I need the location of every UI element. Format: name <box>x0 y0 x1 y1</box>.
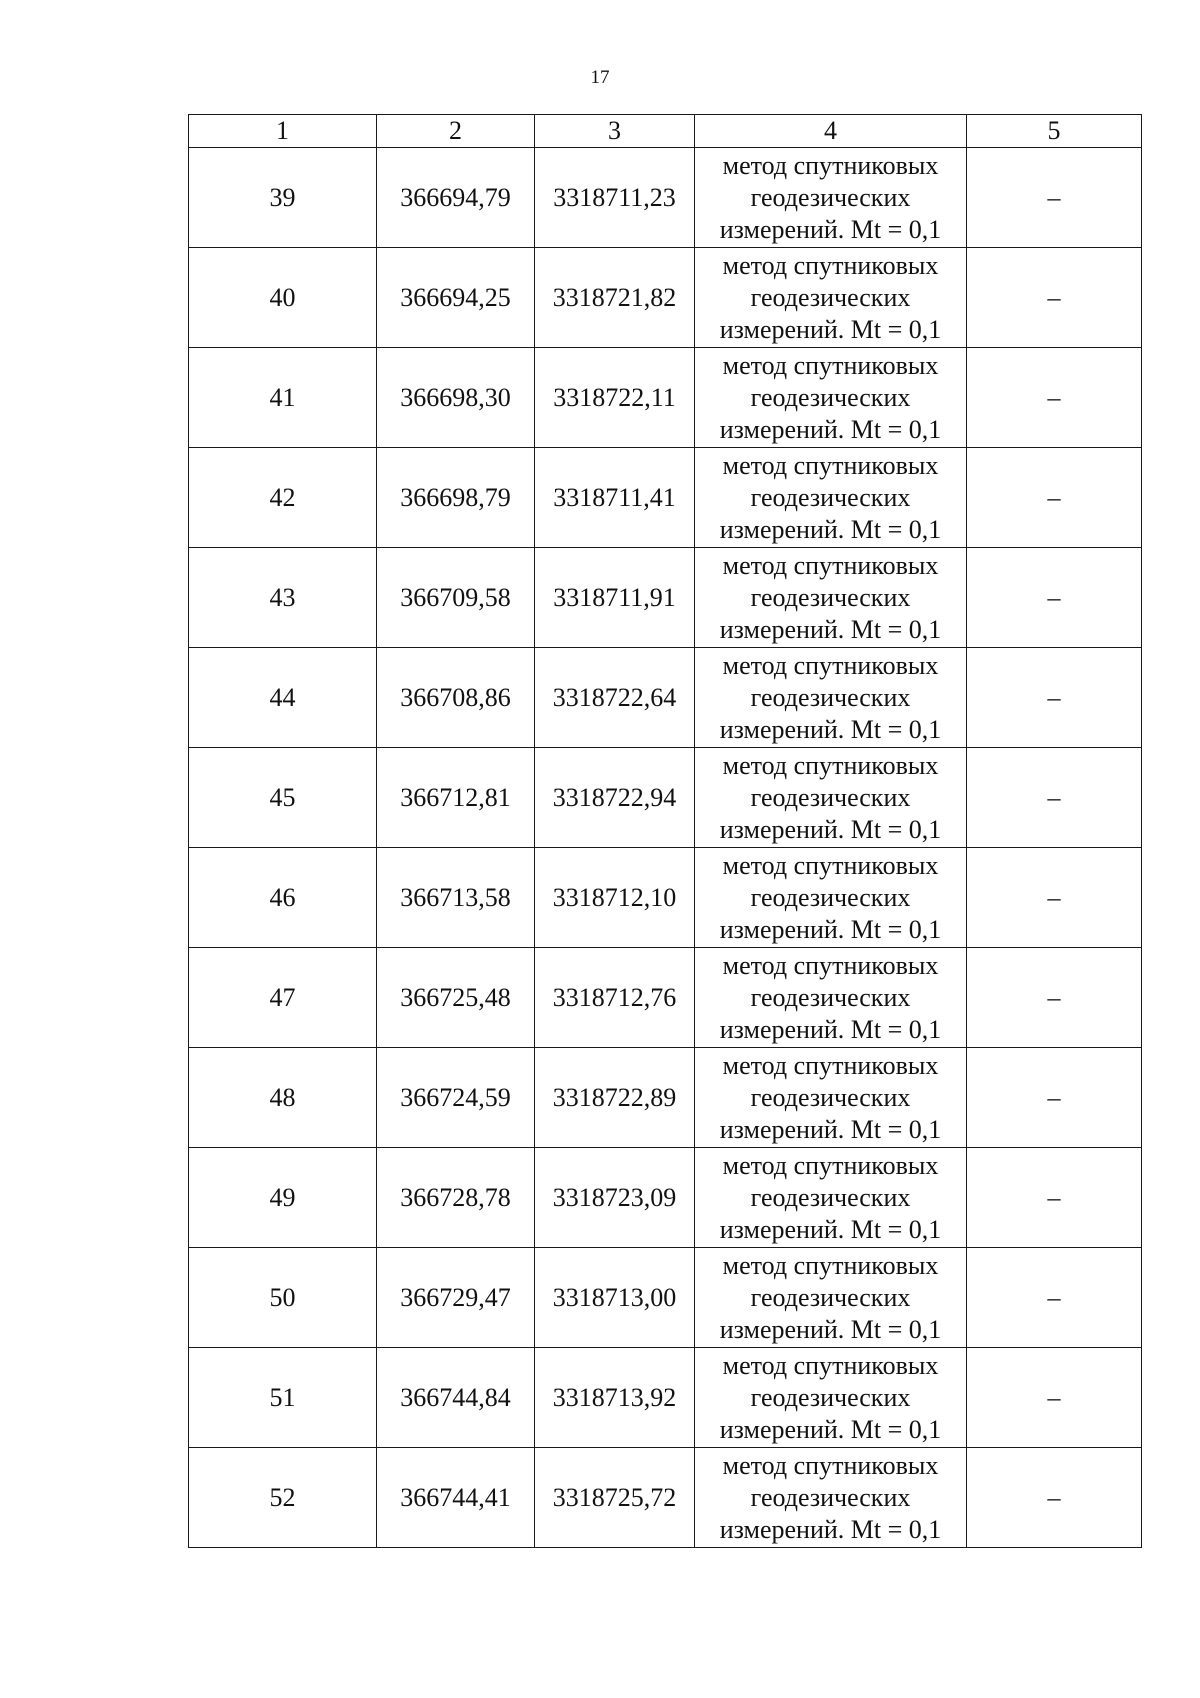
note-cell: – <box>967 1148 1142 1248</box>
method-text-line: метод спутниковых <box>722 650 939 680</box>
point-number-cell: 46 <box>189 848 377 948</box>
coordinate-y-cell: 3318713,92 <box>535 1348 695 1448</box>
point-number-cell: 52 <box>189 1448 377 1548</box>
method-text-line: метод спутниковых <box>722 1150 939 1180</box>
coordinate-x-cell: 366744,41 <box>377 1448 535 1548</box>
method-cell <box>695 148 967 248</box>
table-row <box>189 448 1142 548</box>
point-number-cell: 40 <box>189 248 377 348</box>
coordinate-x-cell: 366709,58 <box>377 548 535 648</box>
method-text-line: метод спутниковых <box>722 750 939 780</box>
table-row <box>189 1448 1142 1548</box>
note-cell: – <box>967 448 1142 548</box>
note-cell: – <box>967 548 1142 648</box>
coordinate-x-cell: 366708,86 <box>377 648 535 748</box>
coordinate-y-cell: 3318711,23 <box>535 148 695 248</box>
point-number-cell: 45 <box>189 748 377 848</box>
point-number-cell: 44 <box>189 648 377 748</box>
note-cell: – <box>967 348 1142 448</box>
method-cell <box>695 748 967 848</box>
method-cell <box>695 948 967 1048</box>
method-text-line: геодезических <box>750 882 911 912</box>
coordinate-y-cell: 3318722,94 <box>535 748 695 848</box>
method-text-line: метод спутниковых <box>722 1050 939 1080</box>
method-text-line: измерений. Mt = 0,1 <box>719 714 942 744</box>
method-text-line: измерений. Mt = 0,1 <box>719 1314 942 1344</box>
note-cell: – <box>967 648 1142 748</box>
method-text-line: геодезических <box>750 982 911 1012</box>
method-text-line: измерений. Mt = 0,1 <box>719 1214 942 1244</box>
coordinate-x-cell: 366694,79 <box>377 148 535 248</box>
method-text-line: метод спутниковых <box>722 150 939 180</box>
column-header-3: 3 <box>535 115 695 148</box>
table-row <box>189 648 1142 748</box>
method-text-line: измерений. Mt = 0,1 <box>719 1014 942 1044</box>
table-row <box>189 748 1142 848</box>
note-cell: – <box>967 1448 1142 1548</box>
table-row <box>189 948 1142 1048</box>
method-text-line: измерений. Mt = 0,1 <box>719 1114 942 1144</box>
table-row <box>189 848 1142 948</box>
table-row <box>189 1248 1142 1348</box>
note-cell: – <box>967 1048 1142 1148</box>
point-number-cell: 49 <box>189 1148 377 1248</box>
coordinate-x-cell: 366698,79 <box>377 448 535 548</box>
table-header-row <box>189 115 1142 148</box>
coordinate-y-cell: 3318711,91 <box>535 548 695 648</box>
method-text-line: измерений. Mt = 0,1 <box>719 614 942 644</box>
column-header-1: 1 <box>189 115 377 148</box>
method-cell <box>695 548 967 648</box>
table-row <box>189 248 1142 348</box>
coordinate-x-cell: 366712,81 <box>377 748 535 848</box>
method-text-line: геодезических <box>750 1482 911 1512</box>
method-text-line: геодезических <box>750 582 911 612</box>
table-body <box>189 148 1142 1548</box>
method-text-line: измерений. Mt = 0,1 <box>719 514 942 544</box>
method-text-line: измерений. Mt = 0,1 <box>719 1414 942 1444</box>
coordinates-table <box>188 114 1142 1548</box>
method-cell <box>695 348 967 448</box>
method-cell <box>695 648 967 748</box>
note-cell: – <box>967 848 1142 948</box>
coordinate-x-cell: 366698,30 <box>377 348 535 448</box>
method-text-line: метод спутниковых <box>722 1250 939 1280</box>
method-text-line: геодезических <box>750 282 911 312</box>
table-row <box>189 1048 1142 1148</box>
coordinate-y-cell: 3318722,64 <box>535 648 695 748</box>
method-cell <box>695 448 967 548</box>
method-text-line: измерений. Mt = 0,1 <box>719 914 942 944</box>
point-number-cell: 48 <box>189 1048 377 1148</box>
coordinate-x-cell: 366725,48 <box>377 948 535 1048</box>
coordinate-y-cell: 3318711,41 <box>535 448 695 548</box>
column-header-2: 2 <box>377 115 535 148</box>
method-text-line: измерений. Mt = 0,1 <box>719 314 942 344</box>
point-number-cell: 42 <box>189 448 377 548</box>
coordinate-x-cell: 366744,84 <box>377 1348 535 1448</box>
method-text-line: геодезических <box>750 482 911 512</box>
column-header-4: 4 <box>695 115 967 148</box>
method-text-line: геодезических <box>750 1082 911 1112</box>
method-text-line: метод спутниковых <box>722 550 939 580</box>
point-number-cell: 51 <box>189 1348 377 1448</box>
table-row <box>189 1148 1142 1248</box>
coordinate-x-cell: 366729,47 <box>377 1248 535 1348</box>
page-number: 17 <box>590 67 610 88</box>
coordinate-x-cell: 366728,78 <box>377 1148 535 1248</box>
method-text-line: геодезических <box>750 1282 911 1312</box>
method-text-line: измерений. Mt = 0,1 <box>719 814 942 844</box>
method-text-line: метод спутниковых <box>722 850 939 880</box>
note-cell: – <box>967 148 1142 248</box>
coordinate-x-cell: 366724,59 <box>377 1048 535 1148</box>
method-text-line: геодезических <box>750 1382 911 1412</box>
coordinate-y-cell: 3318722,89 <box>535 1048 695 1148</box>
note-cell: – <box>967 248 1142 348</box>
note-cell: – <box>967 1248 1142 1348</box>
table-row <box>189 348 1142 448</box>
method-text-line: измерений. Mt = 0,1 <box>719 414 942 444</box>
note-cell: – <box>967 748 1142 848</box>
method-text-line: метод спутниковых <box>722 250 939 280</box>
method-text-line: геодезических <box>750 1182 911 1212</box>
method-text-line: метод спутниковых <box>722 950 939 980</box>
method-cell <box>695 1348 967 1448</box>
method-cell <box>695 848 967 948</box>
method-text-line: метод спутниковых <box>722 1450 939 1480</box>
method-cell <box>695 1048 967 1148</box>
method-text-line: метод спутниковых <box>722 350 939 380</box>
method-text-line: метод спутниковых <box>722 450 939 480</box>
method-cell <box>695 1448 967 1548</box>
point-number-cell: 50 <box>189 1248 377 1348</box>
method-text-line: геодезических <box>750 782 911 812</box>
point-number-cell: 41 <box>189 348 377 448</box>
coordinate-y-cell: 3318725,72 <box>535 1448 695 1548</box>
coordinate-y-cell: 3318721,82 <box>535 248 695 348</box>
coordinate-y-cell: 3318712,76 <box>535 948 695 1048</box>
method-text-line: метод спутниковых <box>722 1350 939 1380</box>
coordinate-y-cell: 3318722,11 <box>535 348 695 448</box>
method-text-line: измерений. Mt = 0,1 <box>719 1514 942 1544</box>
table-row <box>189 148 1142 248</box>
point-number-cell: 39 <box>189 148 377 248</box>
method-text-line: геодезических <box>750 682 911 712</box>
point-number-cell: 43 <box>189 548 377 648</box>
note-cell: – <box>967 1348 1142 1448</box>
coordinate-x-cell: 366713,58 <box>377 848 535 948</box>
method-cell <box>695 1248 967 1348</box>
method-cell <box>695 248 967 348</box>
coordinate-y-cell: 3318712,10 <box>535 848 695 948</box>
coordinate-y-cell: 3318723,09 <box>535 1148 695 1248</box>
column-header-5: 5 <box>967 115 1142 148</box>
note-cell: – <box>967 948 1142 1048</box>
method-text-line: геодезических <box>750 182 911 212</box>
method-text-line: измерений. Mt = 0,1 <box>719 214 942 244</box>
table-row <box>189 1348 1142 1448</box>
point-number-cell: 47 <box>189 948 377 1048</box>
coordinate-x-cell: 366694,25 <box>377 248 535 348</box>
coordinate-y-cell: 3318713,00 <box>535 1248 695 1348</box>
table-row <box>189 548 1142 648</box>
method-cell <box>695 1148 967 1248</box>
method-text-line: геодезических <box>750 382 911 412</box>
